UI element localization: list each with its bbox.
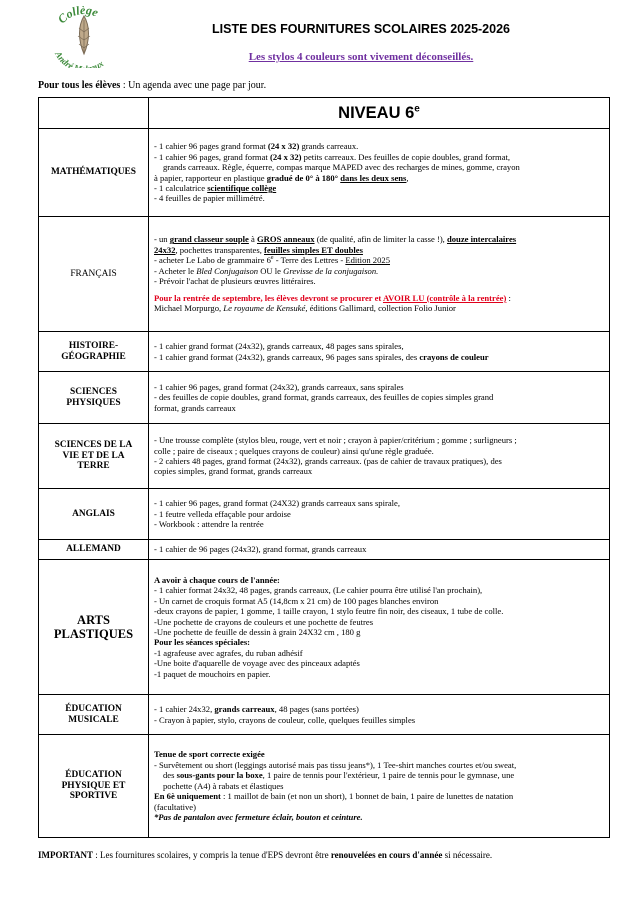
- list-item: -deux crayons de papier, 1 gomme, 1 taille crayon, 1 stylo feutre fin noir, des ciseaux, 1 tube de colle.: [154, 606, 504, 617]
- list-item: -1 agrafeuse avec agrafes, du ruban adhésif: [154, 647, 303, 658]
- list-item: - des feuilles de copie doubles, grand format, grands carreaux, des feuilles de copies simples grand: [154, 392, 494, 403]
- supplies-table: [38, 97, 610, 838]
- content-anglais: [149, 489, 610, 540]
- subject-francais: FRANÇAIS: [39, 217, 149, 332]
- list-item: -Une pochette de crayons de couleurs et une pochette de feutres: [154, 616, 374, 627]
- list-item: - un grand classeur souple à GROS anneaux (de qualité, afin de limiter la casse !), douze intercalaires: [154, 234, 517, 245]
- subject-arts: ARTS PLASTIQUES: [39, 560, 149, 695]
- subject-anglais: ANGLAIS: [39, 489, 149, 540]
- list-item: 24x32, pochettes transparentes, feuilles simples ET doubles: [154, 244, 363, 255]
- list-item: - acheter Le Labo de grammaire 6e - Terre des Lettres - Edition 2025: [154, 255, 390, 266]
- content-histoire: [149, 332, 610, 372]
- content-svt: [149, 424, 610, 489]
- list-item: - 4 feuilles de papier millimétré.: [154, 193, 265, 204]
- content-arts: [149, 560, 610, 695]
- subtitle-warning: Les stylos 4 couleurs sont vivement déconseillés.: [248, 51, 474, 63]
- row-allemand: [39, 540, 610, 560]
- list-item: - 1 cahier 96 pages, grand format (24x32), grands carreaux, sans spirales: [154, 381, 404, 392]
- list-item: - 1 calculatrice scientifique collège: [154, 182, 277, 193]
- subject-musique: ÉDUCATION MUSICALE: [39, 695, 149, 735]
- level-sup: e: [414, 103, 420, 115]
- content-physique: [149, 372, 610, 424]
- list-item: - 2 cahiers 48 pages, grand format (24x32), grands carreaux. (pas de cahier de travaux pratiques), des: [154, 456, 502, 466]
- list-item: - 1 feutre velleda effaçable pour ardoise: [154, 508, 291, 519]
- row-francais: [39, 217, 610, 332]
- row-anglais: [39, 489, 610, 540]
- subject-physique: SCIENCES PHYSIQUES: [39, 372, 149, 424]
- subject-allemand: ALLEMAND: [39, 540, 149, 560]
- footer-label: IMPORTANT: [38, 850, 94, 860]
- level-text: NIVEAU 6: [338, 103, 415, 122]
- content-musique: [149, 695, 610, 735]
- list-item: - 1 cahier 96 pages, grand format (24 x 32) petits carreaux. Des feuilles de copie doubles, grand format,: [154, 151, 511, 162]
- list-item: grands carreaux. Règle, équerre, compas marque MAPED avec des recharges de mines, gomme, crayon: [163, 162, 520, 173]
- list-item: copies simples, grand format, grands carreaux: [154, 466, 313, 477]
- list-item: des sous-gants pour la boxe, 1 paire de tennis pour l'extérieur, 1 paire de tennis pour le gymnase, une: [163, 770, 515, 781]
- svg-text:André Malraux: André aux: [53, 49, 106, 68]
- row-physique: [39, 372, 610, 424]
- list-item: *Pas de pantalon avec fermeture éclair, bouton et ceinture.: [154, 812, 363, 823]
- list-item: - Workbook : attendre la rentrée: [154, 519, 264, 530]
- list-item: - 1 cahier 24x32, grands carreaux, 48 pages (sans portées): [154, 704, 359, 715]
- list-item: format, grands carreaux: [154, 402, 236, 413]
- row-arts: [39, 560, 610, 695]
- list-item: à papier, rapporteur en plastique gradué de 0° à 180° dans les deux sens,: [154, 172, 409, 183]
- list-item: (facultative): [154, 801, 196, 812]
- list-item: - Acheter le Bled Conjugaison OU le Grevisse de la conjugaison.: [154, 265, 379, 276]
- content-allemand: [149, 540, 610, 560]
- footer-text-1: : Les fournitures scolaires, y compris la tenue d'EPS devront être: [93, 850, 331, 860]
- footer-note: [38, 850, 618, 860]
- section-heading: A avoir à chaque cours de l'année:: [154, 574, 280, 585]
- list-item: -Une pochette de feuille de dessin à grain 24X32 cm , 180 g: [154, 627, 361, 637]
- reading-notice: Pour la rentrée de septembre, les élèves devront se procurer et AVOIR LU (contrôle à la rentrée) :: [154, 292, 511, 303]
- page-title: LISTE DES FOURNITURES SCOLAIRES 2025-2026: [212, 22, 510, 36]
- level-title: [149, 98, 610, 129]
- footer-bold: renouvelées en cours d'année: [330, 850, 443, 860]
- content-francais: [149, 217, 610, 332]
- row-eps: [39, 735, 610, 838]
- list-item: - Crayon à papier, stylo, crayons de couleur, colle, quelques feuilles simples: [154, 714, 416, 725]
- row-musique: [39, 695, 610, 735]
- svg-text:Collège: Collège: [54, 6, 101, 27]
- list-item: pochette (A4) à rabats et élastiques: [163, 780, 284, 791]
- list-item: -1 paquet de mouchoirs en papier.: [154, 668, 271, 679]
- intro-label: Pour tous les élèves: [38, 80, 121, 91]
- list-item: - 1 cahier de 96 pages (24x32), grand format, grands carreaux: [154, 544, 367, 555]
- list-item: - Prévoir l'achat de plusieurs œuvres littéraires.: [154, 276, 316, 287]
- list-item: -Une boite d'aquarelle de voyage avec des pinceaux adaptés: [154, 658, 360, 669]
- content-math: [149, 129, 610, 217]
- section-heading: Pour les séances spéciales:: [154, 637, 251, 648]
- intro-line: [38, 80, 266, 91]
- list-item: - Une trousse complète (stylos bleu, rouge, vert et noir ; crayon à papier/critérium ; gomme ; surligneurs ;: [154, 435, 517, 446]
- subject-math: MATHÉMATIQUES: [39, 129, 149, 217]
- subject-svt: SCIENCES DE LA VIE ET DE LA TERRE: [39, 424, 149, 489]
- list-item: - 1 cahier grand format (24x32), grands carreaux, 96 pages sans spirales, des crayons de couleur: [154, 351, 489, 362]
- reading-book: Michael Morpurgo, Le royaume de Kensuké, éditions Gallimard, collection Folio Junior: [154, 303, 456, 314]
- row-histoire: [39, 332, 610, 372]
- list-item: - Survêtement ou short (leggings autorisé mais pas tissu jeans*), 1 Tee-shirt manches courtes et/ou sweat,: [154, 759, 517, 770]
- list-item: colle ; paire de ciseaux ; quelques crayons de couleur) ainsi qu'une règle graduée.: [154, 445, 434, 456]
- section-heading: Tenue de sport correcte exigée: [154, 749, 265, 760]
- row-math: [39, 129, 610, 217]
- level-header-row: [39, 98, 610, 129]
- intro-text: : Un agenda avec une page par jour.: [120, 80, 267, 91]
- list-item: - 1 cahier grand format (24x32), grands carreaux, 48 pages sans spirales,: [154, 341, 404, 352]
- list-item: - 1 cahier 96 pages grand format (24 x 32) grands carreaux.: [154, 141, 359, 152]
- list-item: - 1 cahier 96 pages, grand format (24X32) grands carreaux sans spirale,: [154, 498, 401, 509]
- subject-histoire: HISTOIRE- GÉOGRAPHIE: [39, 332, 149, 372]
- list-item: - 1 cahier format 24x32, 48 pages, grands carreaux, (Le cahier pourra être utilisé l'an prochain),: [154, 585, 483, 596]
- list-item: - Un carnet de croquis format A5 (14,8cm x 21 cm) de 100 pages blanches environ: [154, 595, 439, 606]
- content-eps: [149, 735, 610, 838]
- row-svt: [39, 424, 610, 489]
- footer-text-2: si nécessaire.: [442, 850, 493, 860]
- empty-header-cell: [39, 98, 149, 129]
- college-logo: [44, 6, 124, 68]
- subject-eps: ÉDUCATION PHYSIQUE ET SPORTIVE: [39, 735, 149, 838]
- list-item: En 6è uniquement : 1 maillot de bain (et non un short), 1 bonnet de bain, 1 paire de lunettes de natation: [154, 791, 514, 802]
